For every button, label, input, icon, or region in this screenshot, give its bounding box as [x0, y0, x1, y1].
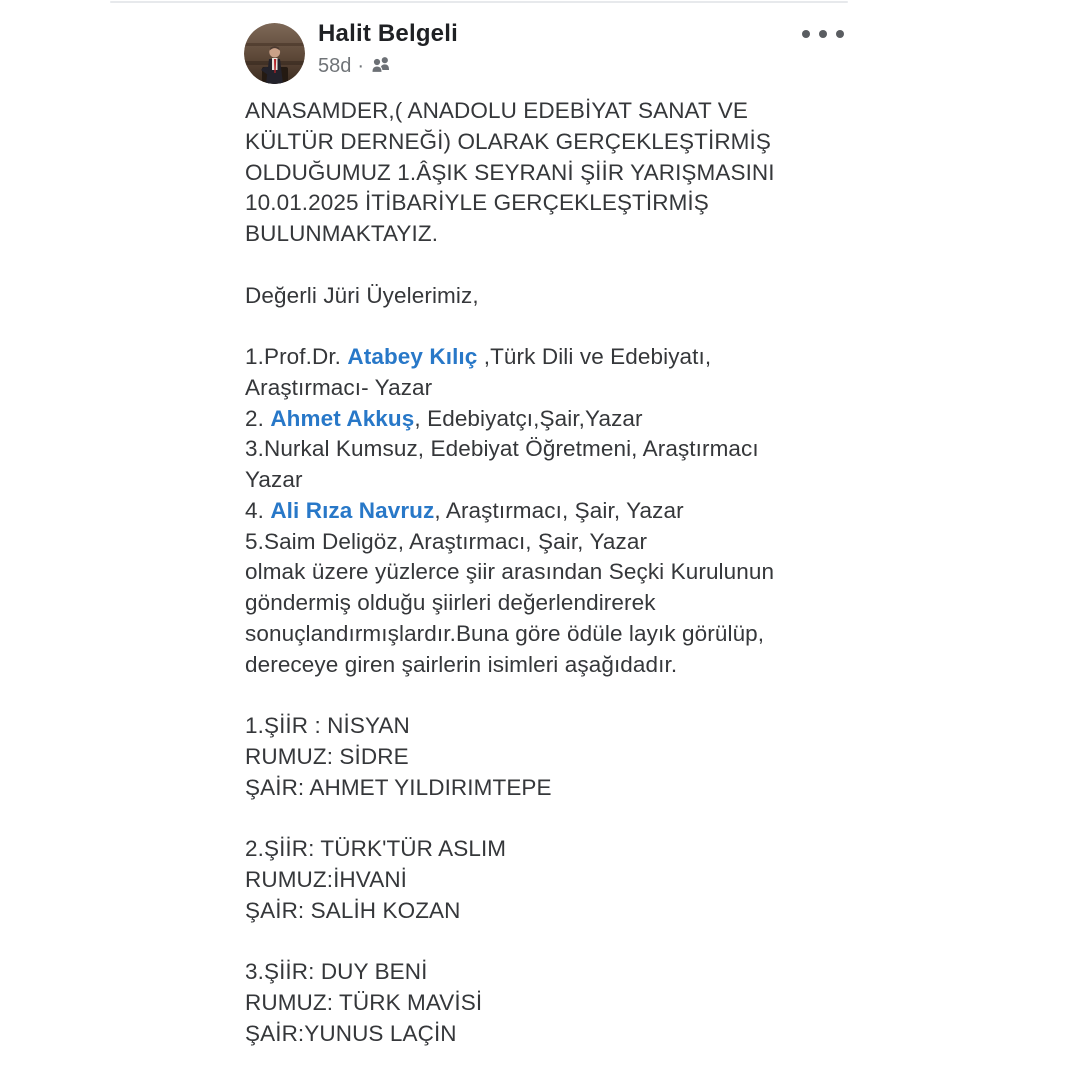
meta-separator: · — [357, 54, 365, 77]
mention-link[interactable]: Ali Rıza Navruz — [270, 497, 435, 523]
post-line — [245, 311, 865, 342]
post-line — [245, 127, 865, 158]
post-line — [245, 834, 865, 865]
post-line — [245, 896, 865, 927]
post-line — [245, 465, 865, 496]
friends-privacy-icon — [370, 56, 392, 79]
text-segment: KÜLTÜR DERNEĞİ) OLARAK GERÇEKLEŞTİRMİŞ — [245, 128, 771, 154]
mention-link[interactable]: Atabey Kılıç — [347, 344, 478, 369]
text-segment: Yazar — [245, 467, 303, 492]
post-line — [245, 926, 865, 957]
post-header — [244, 20, 844, 86]
post-line — [245, 742, 865, 773]
post-line — [245, 619, 865, 650]
post-line — [245, 527, 865, 558]
top-divider — [110, 1, 848, 3]
post-line — [245, 496, 865, 527]
post-line — [245, 711, 865, 742]
text-segment: 2. — [245, 405, 271, 431]
post-line — [245, 373, 865, 404]
ellipsis-icon — [836, 30, 844, 38]
avatar[interactable] — [244, 23, 305, 84]
ellipsis-icon — [802, 30, 810, 38]
post-line — [245, 650, 865, 681]
text-segment: ŞAİR:YUNUS LAÇİN — [245, 1020, 457, 1046]
text-segment: , Edebiyatçı,Şair,Yazar — [414, 405, 643, 431]
post-line — [245, 680, 865, 711]
text-segment: ANASAMDER,( ANADOLU EDEBİYAT SANAT VE — [245, 98, 748, 123]
timestamp[interactable]: 58d — [318, 54, 352, 77]
post-line — [245, 250, 865, 281]
text-segment: ŞAİR: AHMET YILDIRIMTEPE — [245, 774, 552, 800]
text-segment: 4. — [245, 497, 271, 523]
author-name[interactable]: Halit Belgeli — [318, 20, 458, 47]
post-line — [245, 865, 865, 896]
post-line — [245, 957, 865, 988]
text-segment: sonuçlandırmışlardır.Buna göre ödüle layık görülüp, — [245, 620, 765, 646]
post-line — [245, 988, 865, 1019]
text-segment: Değerli Jüri Üyelerimiz, — [245, 282, 479, 308]
post-line — [245, 188, 865, 219]
text-segment: ŞAİR: SALİH KOZAN — [245, 897, 461, 923]
text-segment: BULUNMAKTAYIZ. — [245, 221, 439, 246]
post-line — [245, 342, 865, 373]
text-segment: 1.Prof.Dr. — [245, 344, 348, 369]
text-segment: olmak üzere yüzlerce şiir arasından Seçki Kurulunun — [245, 559, 775, 585]
post-line — [245, 158, 865, 189]
text-segment: 3.Nurkal Kumsuz, Edebiyat Öğretmeni, Araştırmacı — [245, 436, 759, 462]
post-menu-button[interactable] — [795, 18, 851, 50]
ellipsis-icon — [819, 30, 827, 38]
avatar-image — [244, 23, 305, 84]
post-line — [245, 219, 865, 250]
post-line — [245, 773, 865, 804]
text-segment: 3.ŞİİR: DUY BENİ — [245, 959, 428, 984]
post-line — [245, 1019, 865, 1050]
post-line — [245, 281, 865, 312]
post-line — [245, 557, 865, 588]
text-segment: dereceye giren şairlerin isimleri aşağıdadır. — [245, 651, 678, 677]
text-segment: göndermiş olduğu şiirleri değerlendirerek — [245, 590, 656, 615]
text-segment: Araştırmacı- Yazar — [245, 374, 433, 400]
text-segment: , Araştırmacı, Şair, Yazar — [434, 497, 684, 523]
post-line — [245, 434, 865, 465]
mention-link[interactable]: Ahmet Akkuş — [270, 405, 415, 431]
text-segment: 2.ŞİİR: TÜRK'TÜR ASLIM — [245, 836, 507, 861]
post-body — [245, 96, 865, 1049]
post-line — [245, 96, 865, 127]
text-segment: ,Türk Dili ve Edebiyatı, — [477, 344, 712, 369]
text-segment: 1.ŞİİR : NİSYAN — [245, 713, 410, 738]
post-line — [245, 404, 865, 435]
post-line — [245, 588, 865, 619]
text-segment: OLDUĞUMUZ 1.ÂŞIK SEYRANİ ŞİİR YARIŞMASINI — [245, 159, 775, 185]
text-segment: RUMUZ: TÜRK MAVİSİ — [245, 989, 483, 1015]
text-segment: RUMUZ:İHVANİ — [245, 866, 408, 892]
post-meta — [318, 53, 392, 79]
text-segment: RUMUZ: SİDRE — [245, 743, 409, 769]
post-line — [245, 803, 865, 834]
text-segment: 10.01.2025 İTİBARİYLE GERÇEKLEŞTİRMİŞ — [245, 190, 709, 216]
text-segment: 5.Saim Deligöz, Araştırmacı, Şair, Yazar — [245, 528, 648, 554]
